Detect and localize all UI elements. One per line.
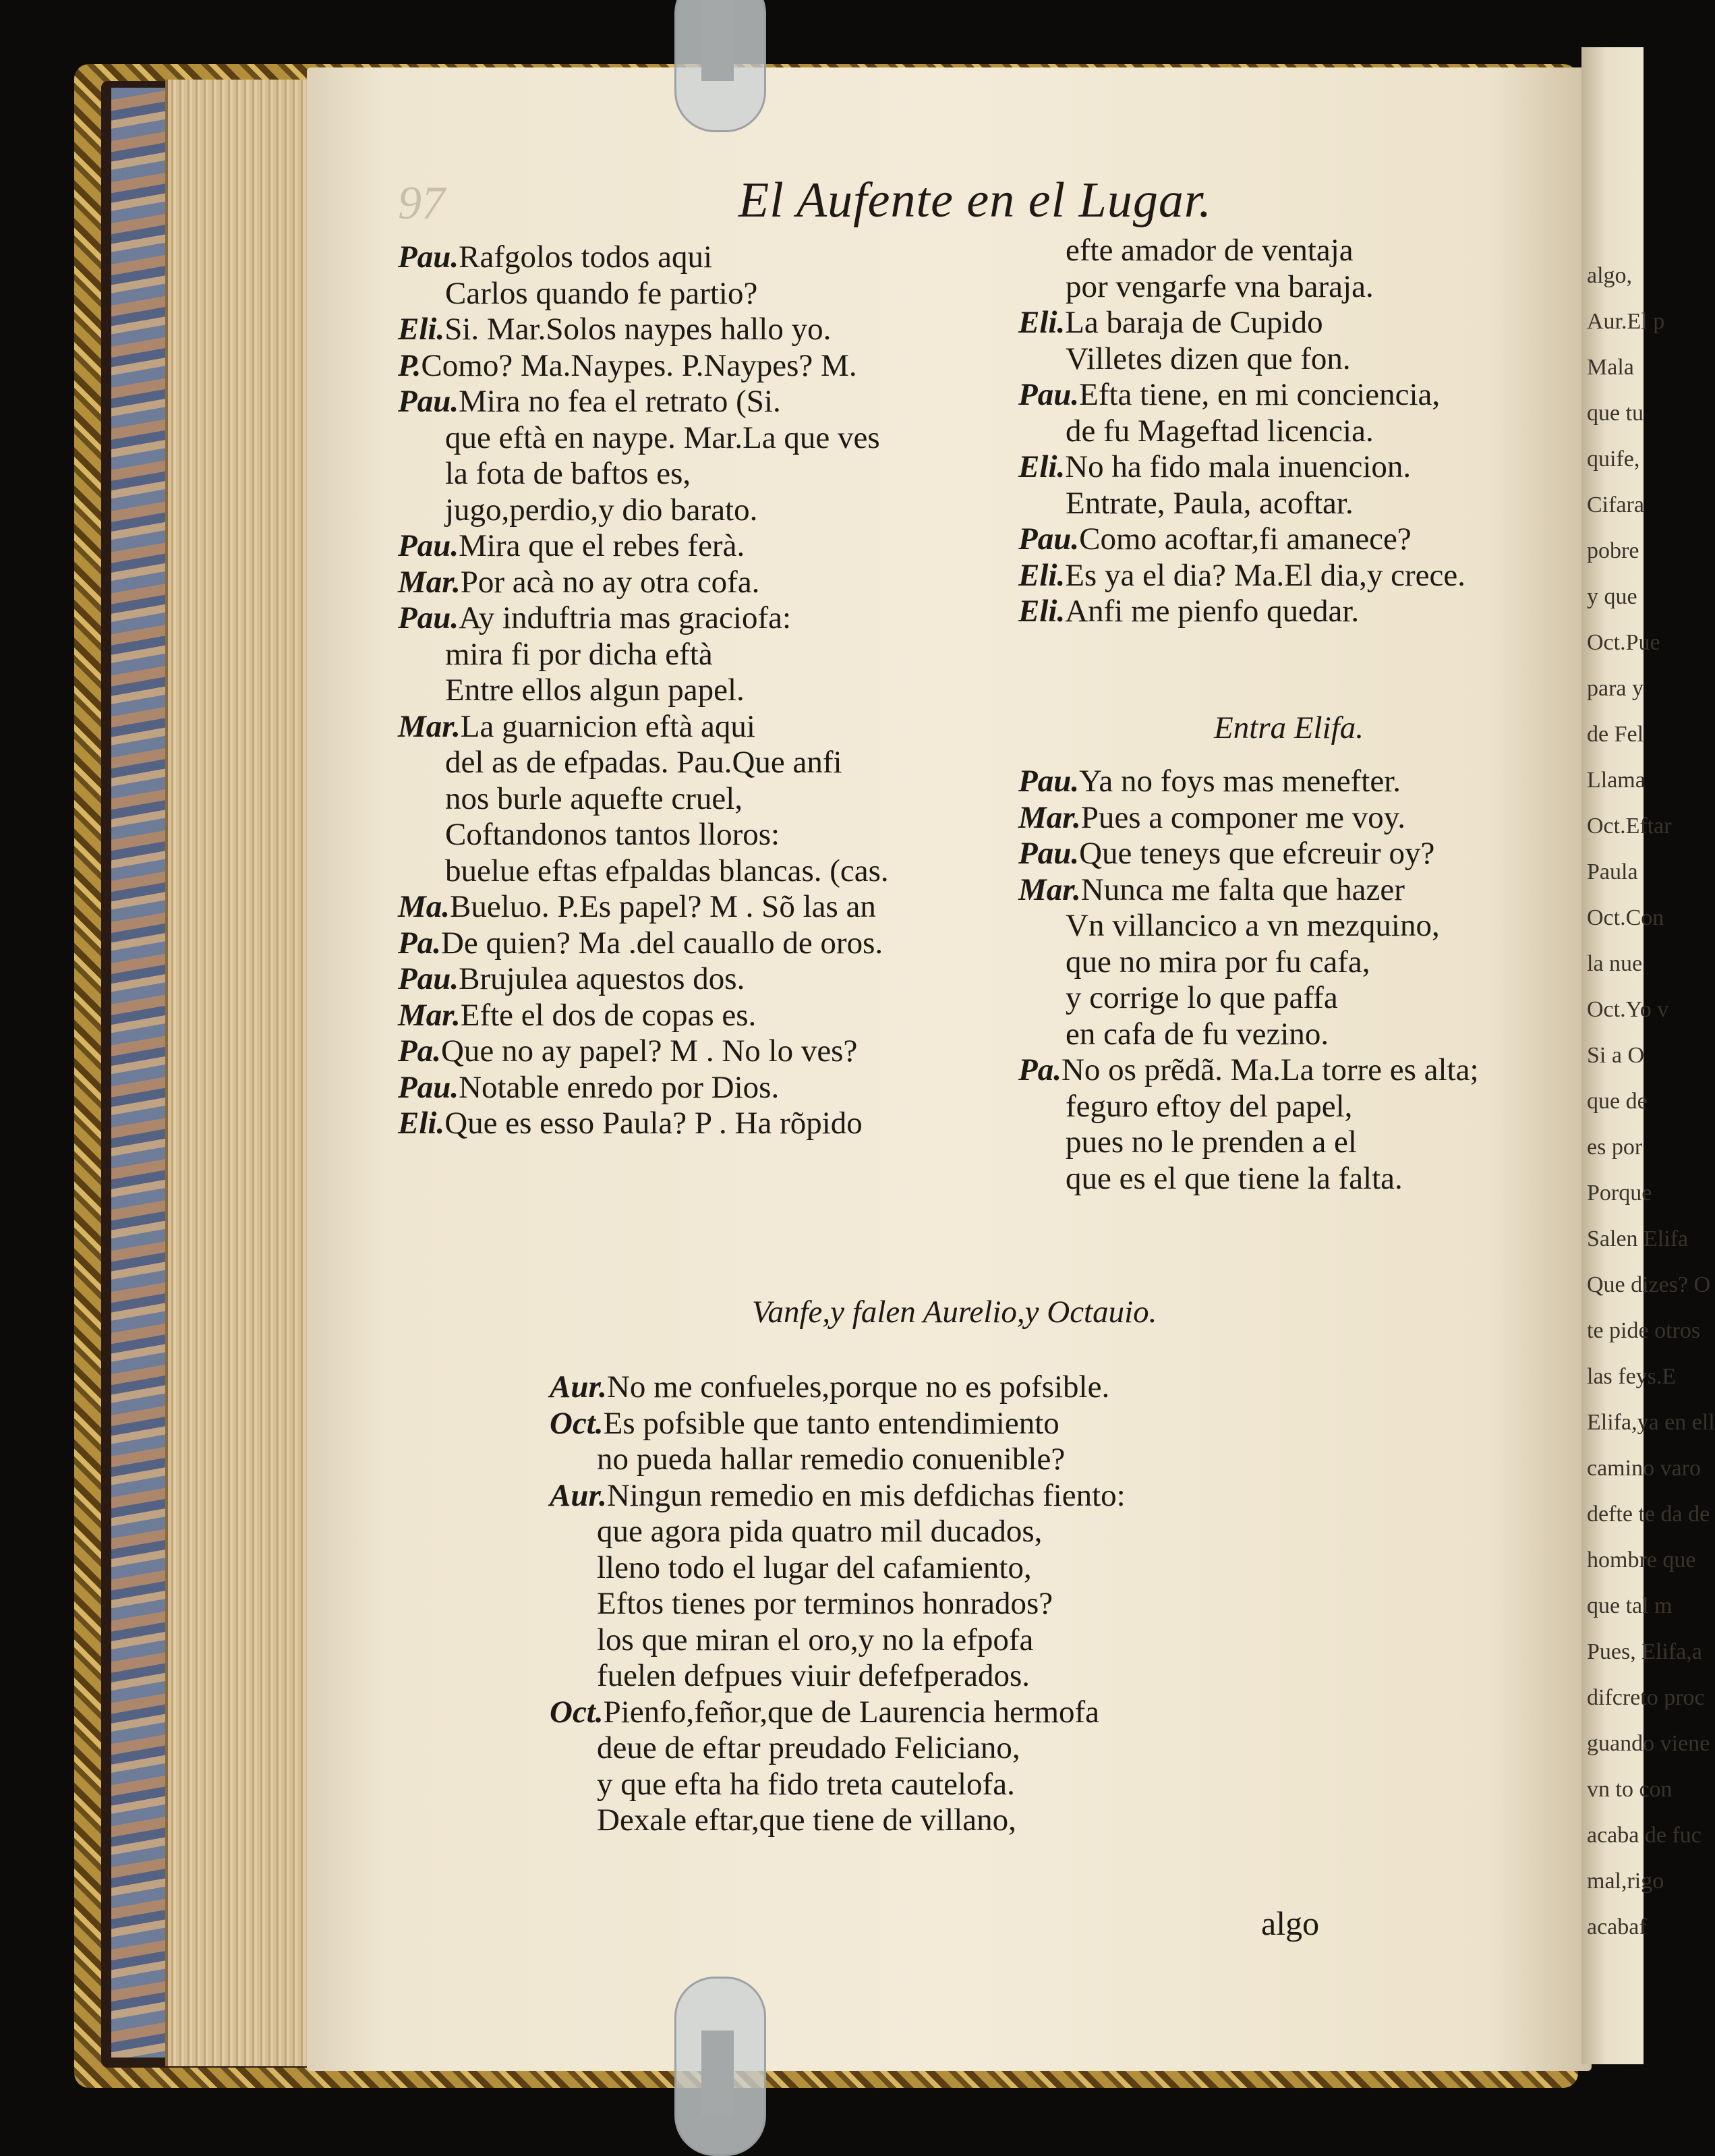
verse-line [1018,872,1544,909]
verse-line [550,1514,1494,1550]
speaker-label: Pau. [1018,836,1080,871]
verse-text: Que es esso Paula? P . Ha rõpido [444,1106,863,1141]
verse-line [398,1106,991,1142]
verse-text: De quien? Ma .del cauallo de oros. [440,925,883,961]
verse-line [550,1442,1494,1478]
speaker-label: Pau. [1018,764,1080,799]
verse-line [1018,594,1544,630]
verse-line [1018,377,1544,414]
verse-text: Mira que el rebes ferà. [459,528,745,563]
verse-line [398,276,991,312]
facing-page-margin-text: Porque [1587,1181,1652,1205]
speaker-label: Eli. [398,1106,445,1141]
verse-text: Como acoftar,fi amanece? [1079,521,1412,557]
facing-page-margin-text: acaba de fuc [1587,1823,1702,1848]
verse-line [550,1695,1494,1731]
verse-line [550,1586,1494,1622]
speaker-label: Oct. [550,1694,604,1730]
verse-text: Por acà no ay otra cofa. [460,564,760,600]
catchword: algo [1261,1904,1320,1942]
verse-text: No ha fido mala inuencion. [1065,449,1412,484]
verse-text: por vengarfe vna baraja. [1066,268,1374,304]
verse-text: Villetes dizen que fon. [1066,341,1351,376]
verse-text: No me confueles,porque no es pofsible. [606,1369,1110,1405]
verse-line [1018,341,1544,378]
verse-line [1018,233,1544,269]
facing-page-margin-text: Oct.Pue [1587,630,1660,655]
speaker-label: Pau. [398,384,459,419]
verse-line [550,1658,1494,1695]
speaker-label: Mar. [1018,872,1081,907]
verse-line [1018,521,1544,558]
verse-text: buelue eftas efpaldas blancas. (cas. [445,853,889,888]
verse-text: Anfi me pienfo quedar. [1065,594,1360,629]
stage-direction-vanse: Vanfe,y falen Aurelio,y Octauio. [752,1295,1157,1330]
facing-page-margin-text: difcreto proc [1587,1685,1705,1710]
verse-text: Ay induftria mas graciofa: [459,600,792,635]
verse-text: No os prẽdã. Ma.La torre es alta; [1061,1052,1479,1087]
facing-page-edge [1581,47,1715,2064]
verse-line [550,1478,1494,1514]
verse-line [398,239,991,276]
verse-text: fuelen defpues viuir defefperados. [597,1658,1030,1693]
verse-line [398,565,991,601]
speaker-label: Pau. [398,961,459,996]
verse-line [398,348,991,385]
speaker-label: Mar. [1018,799,1081,835]
facing-page-margin-text: acabaf [1587,1914,1647,1939]
facing-page-margin-text: Oct.Eftar [1587,814,1672,839]
verse-line [1018,908,1544,944]
facing-page-margin-text: para y [1587,676,1644,701]
verse-line [1018,414,1544,450]
verse-line [1018,486,1544,522]
verse-text: Es ya el dia? Ma.El dia,y crece. [1065,557,1465,593]
speaker-label: Mar. [398,564,461,600]
verse-text: Efte el dos de copas es. [460,997,757,1033]
verse-text: La guarnicion eftà aqui [460,708,755,744]
verse-text: pues no le prenden a el [1066,1125,1357,1160]
verse-line [398,853,991,890]
verse-line [398,600,991,637]
facing-page-margin-text: Llama [1587,768,1646,793]
verse-text: Ningun remedio en mis defdichas fiento: [606,1477,1126,1513]
verse-line [1018,558,1544,594]
verse-line [550,1622,1494,1659]
left-column [398,239,991,1142]
speaker-label: Mar. [398,997,461,1033]
verse-line [1018,764,1544,800]
facing-page-margin-text: mal,rigo [1587,1869,1664,1894]
speaker-label: Pau. [398,528,459,563]
speaker-label: Pa. [1018,1052,1062,1087]
verse-line [398,1033,991,1070]
verse-text: Coftandonos tantos lloros: [445,817,780,852]
facing-page-margin-text: que tu [1587,401,1644,426]
verse-text: que no mira por fu cafa, [1066,944,1370,980]
verse-text: efte amador de ventaja [1066,233,1354,268]
facing-page-margin-text: vn to con [1587,1777,1673,1802]
verse-text: nos burle aquefte cruel, [445,781,743,816]
facing-page-margin-text: guando viene [1587,1731,1710,1756]
verse-text: Nunca me falta que hazer [1080,872,1405,907]
facing-page-margin-text: hombre que [1587,1548,1696,1572]
verse-line [398,384,991,420]
speaker-label: Eli. [1018,449,1066,484]
stage-direction-entra: Entra Elifa. [1214,710,1364,745]
facing-page-margin-text: que tal m [1587,1593,1673,1618]
facing-page-margin-text: Pues, Elifa,a [1587,1639,1702,1664]
facing-page-margin-text: Mala [1587,355,1634,380]
verse-line [1018,1017,1544,1053]
verse-line [1018,980,1544,1017]
verse-text: jugo,perdio,y dio barato. [445,492,758,528]
facing-page-margin-text: la nue [1587,951,1643,976]
verse-text: la fota de baftos es, [445,456,691,491]
page-clip-bottom [674,1977,766,2156]
speaker-label: Pau. [1018,377,1080,412]
verse-text: feguro eftoy del papel, [1066,1088,1353,1124]
page-clip-top [674,0,766,132]
verse-line [398,817,991,853]
speaker-label: Mar. [398,708,461,744]
verse-line [1018,269,1544,306]
verse-line [1018,836,1544,872]
right-column [1018,233,1544,630]
speaker-label: Eli. [398,312,445,347]
verse-text: Notable enredo por Dios. [459,1069,780,1105]
verse-line [1018,944,1544,981]
facing-page-margin-text: te pide otros [1587,1318,1701,1343]
verse-text: y corrige lo que paffa [1066,980,1338,1015]
verse-line [398,420,991,457]
speaker-label: Eli. [1018,594,1066,629]
verse-text: Ya no foys mas menefter. [1079,764,1401,799]
speaker-label: Pa. [398,1033,441,1069]
speaker-label: Aur. [550,1477,607,1513]
facing-page-margin-text: Elifa,ya en ell [1587,1410,1715,1435]
verse-text: Que teneys que efcreuir oy? [1079,836,1435,871]
verse-line [550,1369,1494,1406]
verse-line [398,492,991,529]
verse-line [550,1406,1494,1442]
verse-text: y que efta ha fido treta cautelofa. [597,1766,1015,1802]
verse-line [398,926,991,962]
verse-text: Efta tiene, en mi conciencia, [1079,377,1441,412]
verse-text: del as de efpadas. Pau.Que anfi [445,745,842,780]
verse-text: Que no ay papel? M . No lo ves? [440,1033,858,1069]
verse-line [1018,1161,1544,1197]
verse-line [398,781,991,818]
verse-line [398,637,991,673]
facing-page-margin-text: que de [1587,1089,1648,1114]
speaker-label: Pau. [398,600,459,635]
facing-page-margin-text: y que [1587,584,1637,609]
speaker-label: Pau. [398,239,459,275]
facing-page-margin-text: Si a O [1587,1043,1644,1068]
verse-text: de fu Mageftad licencia. [1066,413,1374,449]
facing-page-margin-text: Oct.Con [1587,905,1664,930]
marbled-endpaper [111,88,172,2058]
facing-page-margin-text: Salen Elifa [1587,1226,1689,1251]
speaker-label: Oct. [550,1405,604,1441]
facing-page-margin-text: de Fel [1587,722,1644,747]
verse-line [550,1550,1494,1587]
verse-text: La baraja de Cupido [1065,305,1323,340]
verse-line [1018,1125,1544,1161]
facing-page-margin-text: Oct.Yo v [1587,997,1669,1022]
verse-text: Entre ellos algun papel. [445,673,745,708]
verse-line [398,456,991,492]
verse-line [1018,305,1544,341]
verse-text: Entrate, Paula, acoftar. [1066,485,1354,521]
verse-text: deue de eftar preudado Feliciano, [597,1730,1020,1765]
verse-text: Dexale eftar,que tiene de villano, [597,1803,1016,1838]
verse-text: Es pofsible que tanto entendimiento [603,1405,1059,1441]
speaker-label: Aur. [550,1369,607,1405]
verse-line [398,1070,991,1106]
verse-line [398,961,991,998]
verse-text: lleno todo el lugar del cafamiento, [597,1550,1032,1585]
verse-text: Bueluo. P.Es papel? M . Sõ las an [450,889,876,924]
bottom-verse [550,1369,1494,1839]
verse-text: Rafgolos todos aqui [459,239,713,275]
facing-page-margin-text: algo, [1587,263,1633,288]
facing-page-margin-text: es por [1587,1135,1643,1160]
verse-text: Pues a componer me voy. [1080,799,1405,835]
page-edges [165,80,313,2066]
facing-page-margin-text: camino varo [1587,1456,1701,1481]
running-head: El Aufente en el Lugar. [738,173,1212,228]
verse-line [398,889,991,926]
facing-page-margin-text: defte te da de [1587,1502,1710,1527]
verse-text: Mira no fea el retrato (Si. [459,384,781,419]
verse-text: en cafa de fu vezino. [1066,1016,1329,1052]
speaker-label: Pau. [398,1069,459,1105]
verse-line [1018,1089,1544,1125]
verse-text: los que miran el oro,y no la efpofa [597,1622,1034,1657]
verse-line [1018,800,1544,836]
verse-line [550,1767,1494,1803]
facing-page-margin-text: las feys.E [1587,1364,1677,1389]
facing-page-margin-text: quife, [1587,447,1640,472]
verse-text: que eftà en naype. Mar.La que ves [445,420,880,455]
verse-line [1018,1052,1544,1089]
verse-line [398,312,991,348]
facing-page-margin-text: pobre [1587,538,1639,563]
verse-line [398,998,991,1034]
speaker-label: Eli. [1018,557,1066,593]
verse-text: Brujulea aquestos dos. [459,961,745,996]
verse-text: que agora pida quatro mil ducados, [597,1514,1043,1549]
speaker-label: Pau. [1018,521,1080,557]
facing-page-margin-text: Que dizes? O [1587,1272,1711,1297]
verse-text: Pienfo,feñor,que de Laurencia hermofa [603,1694,1100,1730]
facing-page-margin-text: Cifara [1587,492,1644,517]
speaker-label: Ma. [398,889,450,924]
verse-text: Vn villancico a vn mezquino, [1066,908,1440,943]
verse-line [398,528,991,565]
speaker-label: Pa. [398,925,441,961]
right-column-lower [1018,764,1544,1197]
verse-text: mira fi por dicha eftà [445,636,713,672]
speaker-label: P. [398,347,422,383]
verse-line [398,673,991,709]
verse-line [1018,449,1544,486]
verse-line [398,709,991,745]
verse-text: Como? Ma.Naypes. P.Naypes? M. [421,347,857,383]
facing-page-margin-text: Paula [1587,859,1638,884]
verse-line [550,1803,1494,1839]
verse-line [550,1730,1494,1767]
verse-text: Si. Mar.Solos naypes hallo yo. [444,312,832,347]
page-number-ghost: 97 [398,177,445,229]
verse-line [398,745,991,781]
verse-text: Eftos tienes por terminos honrados? [597,1586,1053,1621]
facing-page-margin-text: Aur.El p [1587,309,1665,334]
speaker-label: Eli. [1018,305,1066,340]
verse-text: que es el que tiene la falta. [1066,1160,1403,1196]
verse-text: no pueda hallar remedio conuenible? [597,1442,1066,1477]
verse-text: Carlos quando fe partio? [445,275,758,311]
